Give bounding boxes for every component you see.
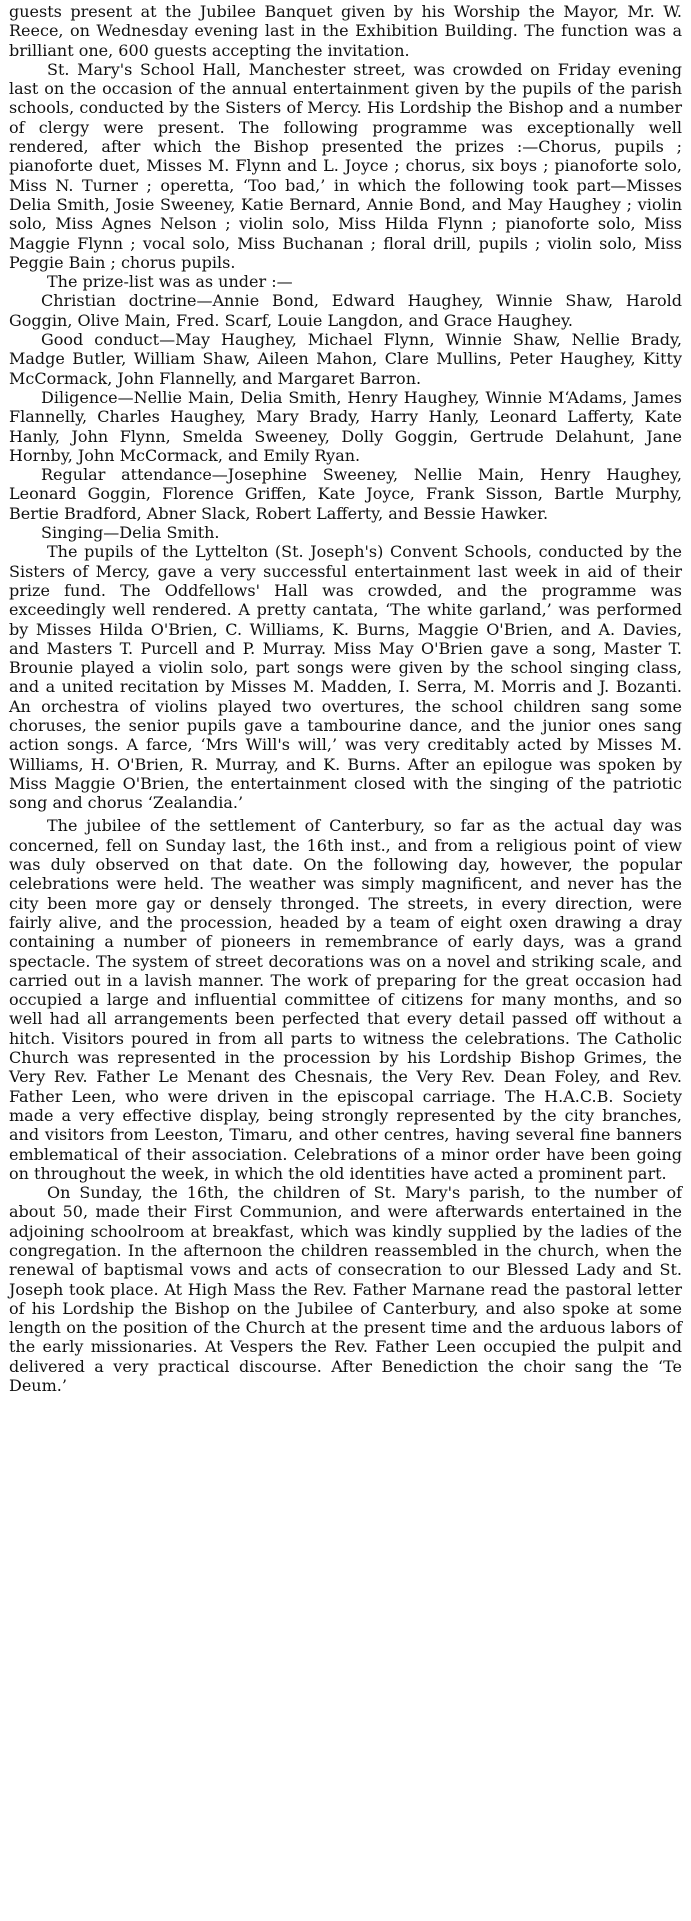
paragraph-lyttelton-convent: The pupils of the Lyttelton (St. Joseph's) Convent Schools, conducted by the Sisters of Mercy, gave a very successful entertainment last week in aid of their prize fund. The Oddfellows' Hall was crowded, and the programme was exceedingly well rendered. A pretty cantata, ‘The white garland,’ was performed by Misses Hilda O'Brien, C. Williams, K. Burns, Maggie O'Brien, and A. Davies, and Masters T. Purcell and P. Murray. Miss May O'Brien gave a song, Master T. Brounie played a violin solo, part songs were given by the school singing class, and a united recitation by Misses M. Madden, I. Serra, M. Morris and J. Bozanti. An orchestra of violins played two overtures, the school children sang some choruses, the senior pupils gave a tambourine dance, and the junior ones sang action songs. A farce, ‘Mrs Will's will,’ was very creditably acted by Misses M. Williams, H. O'Brien, R. Murray, and K. Burns. After an epilogue was spoken by Miss Maggie O'Brien, the entertainment closed with the singing of the patriotic song and chorus ‘Zealandia.’ [9, 542, 682, 813]
paragraph-prize-christian-doctrine: Christian doctrine—Annie Bond, Edward Haughey, Winnie Shaw, Harold Goggin, Olive Main, Fred. Scarf, Louie Langdon, and Grace Haughey. [9, 291, 682, 330]
paragraph-jubilee-banquet: guests present at the Jubilee Banquet given by his Worship the Mayor, Mr. W. Reece, on Wednesday evening last in the Exhibition Building. The function was a brilliant one, 600 guests accepting the invitation. [9, 2, 682, 60]
paragraph-prize-diligence: Diligence—Nellie Main, Delia Smith, Henry Haughey, Winnie M‘Adams, James Flannelly, Charles Haughey, Mary Brady, Harry Hanly, Leonard Lafferty, Kate Hanly, John Flynn, Smelda Sweeney, Dolly Goggin, Gertrude Delahunt, Jane Hornby, John McCormack, and Emily Ryan. [9, 387, 682, 465]
paragraph-st-marys-entertainment: St. Mary's School Hall, Manchester street, was crowded on Friday evening last on the occasion of the annual entertainment given by the pupils of the parish schools, conducted by the Sisters of Mercy. His Lordship the Bishop and a number of clergy were present. The following programme was exceptionally well rendered, after which the Bishop presented the prizes :—Chorus, pupils ; pianoforte duet, Misses M. Flynn and L. Joyce ; chorus, six boys ; pianoforte solo, Miss N. Turner ; operetta, ‘Too bad,’ in which the following took part—Misses Delia Smith, Josie Sweeney, Katie Bernard, Annie Bond, and May Haughey ; violin solo, Miss Agnes Nelson ; violin solo, Miss Hilda Flynn ; pianoforte solo, Miss Maggie Flynn ; vocal solo, Miss Buchanan ; floral drill, pupils ; violin solo, Miss Peggie Bain ; chorus pupils. [9, 59, 682, 272]
paragraph-prize-singing: Singing—Delia Smith. [41, 523, 220, 543]
paragraph-prize-regular-attendance: Regular attendance—Josephine Sweeney, Nellie Main, Henry Haughey, Leonard Goggin, Florence Griffen, Kate Joyce, Frank Sisson, Bartle Murphy, Bertie Bradford, Abner Slack, Robert Lafferty, and Bessie Hawker. [9, 465, 682, 523]
paragraph-first-communion: On Sunday, the 16th, the children of St. Mary's parish, to the number of about 50, made their First Communion, and were afterwards entertained in the adjoining schoolroom at breakfast, which was kindly supplied by the ladies of the congregation. In the afternoon the children reassembled in the church, when the renewal of baptismal vows and acts of consecration to our Blessed Lady and St. Joseph took place. At High Mass the Rev. Father Marnane read the pastoral letter of his Lordship the Bishop on the Jubilee of Canterbury, and also spoke at some length on the position of the Church at the present time and the arduous labors of the early missionaries. At Vespers the Rev. Father Leen occupied the pulpit and delivered a very practical discourse. After Benediction the choir sang the ‘Te Deum.’ [9, 1183, 682, 1396]
paragraph-canterbury-jubilee: The jubilee of the settlement of Canterbury, so far as the actual day was concerned, fell on Sunday last, the 16th inst., and from a religious point of view was duly observed on that date. On the following day, however, the popular celebrations were held. The weather was simply magnificent, and never has the city been more gay or densely thronged. The streets, in every direction, were fairly alive, and the procession, headed by a team of eight oxen drawing a dray containing a number of pioneers in remembrance of early days, was a grand spectacle. The system of street decorations was on a novel and striking scale, and carried out in a lavish manner. The work of preparing for the great occasion had occupied a large and influential committee of citizens for many months, and so well had all arrangements been perfected that every detail passed off without a hitch. Visitors poured in from all parts to witness the celebrations. The Catholic Church was represented in the procession by his Lordship Bishop Grimes, the Very Rev. Father Le Menant des Chesnais, the Very Rev. Dean Foley, and Rev. Father Leen, who were driven in the episcopal carriage. The H.A.C.B. Society made a very effective display, being strongly represented by the city branches, and visitors from Leeston, Timaru, and other centres, having several fine banners emblematical of their association. Celebrations of a minor order have been going on throughout the week, in which the old identities have acted a prominent part. [9, 816, 682, 1183]
paragraph-prize-good-conduct: Good conduct—May Haughey, Michael Flynn, Winnie Shaw, Nellie Brady, Madge Butler, William Shaw, Aileen Mahon, Clare Mullins, Peter Haughey, Kitty McCormack, John Flannelly, and Margaret Barron. [9, 330, 682, 388]
paragraph-prize-list-intro: The prize-list was as under :— [47, 272, 293, 292]
